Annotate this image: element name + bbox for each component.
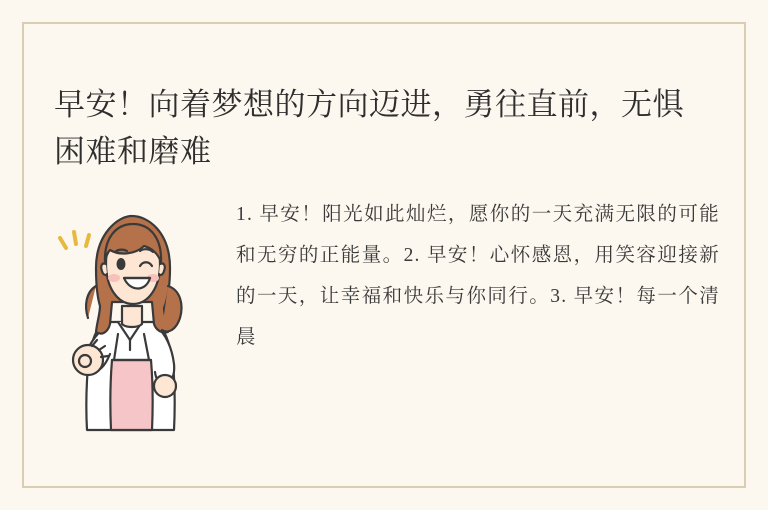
article-content xyxy=(52,194,720,464)
article-card xyxy=(22,22,746,488)
article-body: 1. 早安！阳光如此灿烂，愿你的一天充满无限的可能和无穷的正能量。2. 早安！心怀感恩，用笑容迎接新的一天，让幸福和快乐与你同行。3. 早安！每一个清晨 xyxy=(236,204,720,348)
cartoon-girl-waving-ok-sign-icon xyxy=(52,194,222,444)
page-title: 早安！向着梦想的方向迈进，勇往直前，无惧困难和磨难 xyxy=(54,86,684,169)
